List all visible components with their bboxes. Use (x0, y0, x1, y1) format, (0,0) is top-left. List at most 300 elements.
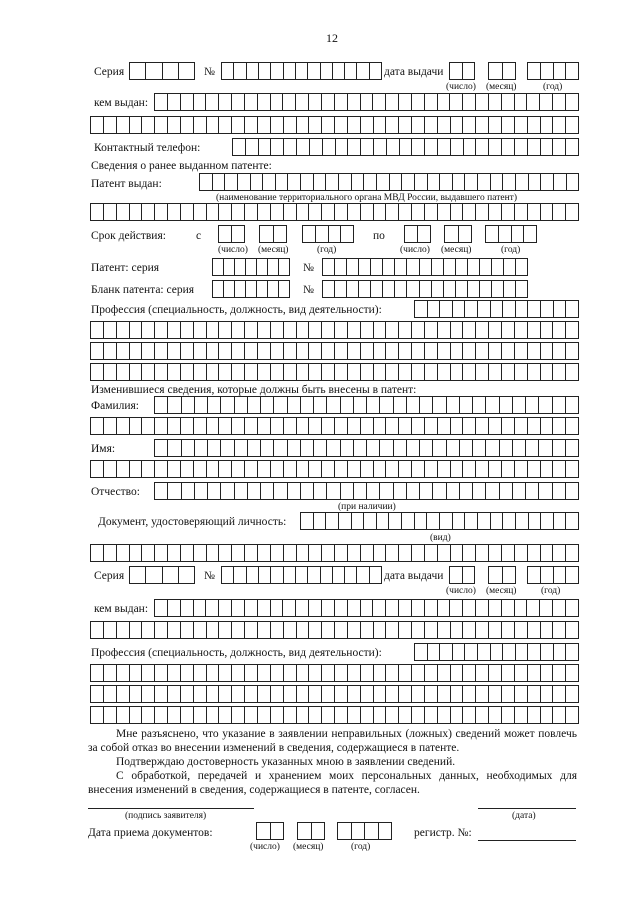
cell[interactable] (541, 117, 554, 133)
cell[interactable] (553, 686, 566, 702)
cell[interactable] (433, 440, 446, 456)
cell[interactable] (301, 174, 314, 190)
cell[interactable] (476, 686, 489, 702)
cell[interactable] (259, 63, 271, 79)
cell[interactable] (213, 259, 224, 275)
cell[interactable] (412, 545, 425, 561)
cell[interactable] (361, 545, 374, 561)
cell[interactable] (348, 139, 361, 155)
cell[interactable] (502, 322, 515, 338)
cell[interactable] (219, 665, 232, 681)
cell[interactable] (163, 63, 179, 79)
receipt-day-boxes[interactable] (256, 822, 284, 840)
cell[interactable] (541, 622, 554, 638)
issue-year-boxes[interactable] (527, 62, 579, 80)
cell[interactable] (335, 204, 348, 220)
cell[interactable] (425, 204, 438, 220)
cell[interactable] (394, 397, 407, 413)
cell[interactable] (130, 117, 143, 133)
cell[interactable] (245, 94, 258, 110)
cell[interactable] (566, 139, 579, 155)
cell[interactable] (207, 204, 220, 220)
cell[interactable] (566, 301, 579, 317)
cell[interactable] (232, 343, 245, 359)
cell[interactable] (258, 545, 271, 561)
cell[interactable] (181, 600, 194, 616)
cell[interactable] (155, 545, 168, 561)
cell[interactable] (515, 94, 528, 110)
cell[interactable] (451, 343, 464, 359)
cell[interactable] (503, 513, 516, 529)
cell[interactable] (553, 139, 566, 155)
cell[interactable] (395, 281, 407, 297)
cell[interactable] (258, 322, 271, 338)
cell[interactable] (440, 301, 453, 317)
cell[interactable] (322, 665, 335, 681)
cell[interactable] (195, 440, 208, 456)
cell[interactable] (425, 686, 438, 702)
cell[interactable] (438, 117, 451, 133)
cell[interactable] (553, 545, 566, 561)
cell[interactable] (232, 322, 245, 338)
cell[interactable] (553, 397, 566, 413)
cell[interactable] (284, 117, 297, 133)
cell[interactable] (412, 665, 425, 681)
cell[interactable] (374, 139, 387, 155)
cell[interactable] (566, 483, 579, 499)
surname-boxes[interactable] (154, 396, 579, 414)
cell[interactable] (361, 94, 374, 110)
cell[interactable] (91, 322, 104, 338)
cell[interactable] (155, 397, 168, 413)
cell[interactable] (271, 322, 284, 338)
blank-number-boxes[interactable] (322, 280, 528, 298)
cell[interactable] (181, 622, 194, 638)
cell[interactable] (309, 665, 322, 681)
cell[interactable] (553, 622, 566, 638)
cell[interactable] (179, 63, 195, 79)
name-boxes-2[interactable] (90, 460, 579, 478)
cell[interactable] (386, 622, 399, 638)
cell[interactable] (541, 301, 554, 317)
cell[interactable] (142, 707, 155, 723)
cell[interactable] (297, 707, 310, 723)
cell[interactable] (142, 461, 155, 477)
cell[interactable] (541, 461, 554, 477)
cell[interactable] (486, 483, 499, 499)
cell[interactable] (181, 204, 194, 220)
cell[interactable] (504, 259, 516, 275)
cell[interactable] (463, 567, 476, 583)
cell[interactable] (261, 397, 274, 413)
cell[interactable] (181, 418, 194, 434)
cell[interactable] (245, 600, 258, 616)
cell[interactable] (541, 364, 554, 380)
profession-boxes-3[interactable] (90, 342, 579, 360)
cell[interactable] (181, 461, 194, 477)
cell[interactable] (219, 117, 232, 133)
cell[interactable] (499, 226, 512, 242)
cell[interactable] (489, 461, 502, 477)
cell[interactable] (258, 686, 271, 702)
cell[interactable] (219, 600, 232, 616)
cell[interactable] (296, 567, 308, 583)
cell[interactable] (207, 343, 220, 359)
cell[interactable] (142, 418, 155, 434)
cell[interactable] (425, 600, 438, 616)
cell[interactable] (208, 397, 221, 413)
cell[interactable] (232, 545, 245, 561)
cell[interactable] (541, 567, 554, 583)
cell[interactable] (274, 226, 288, 242)
cell[interactable] (420, 397, 433, 413)
cell[interactable] (168, 461, 181, 477)
cell[interactable] (271, 139, 284, 155)
cell[interactable] (181, 322, 194, 338)
cell[interactable] (502, 461, 515, 477)
cell[interactable] (297, 418, 310, 434)
cell[interactable] (566, 322, 579, 338)
cell[interactable] (476, 343, 489, 359)
cell[interactable] (399, 622, 412, 638)
cell[interactable] (502, 545, 515, 561)
cell[interactable] (380, 483, 393, 499)
cell[interactable] (309, 545, 322, 561)
cell[interactable] (553, 440, 566, 456)
cell[interactable] (438, 461, 451, 477)
cell[interactable] (232, 707, 245, 723)
cell[interactable] (528, 545, 541, 561)
cell[interactable] (361, 418, 374, 434)
cell[interactable] (566, 513, 579, 529)
cell[interactable] (367, 483, 380, 499)
patronymic-boxes[interactable] (154, 482, 579, 500)
cell[interactable] (341, 440, 354, 456)
cell[interactable] (335, 322, 348, 338)
cell[interactable] (451, 204, 464, 220)
cell[interactable] (438, 322, 451, 338)
cell[interactable] (427, 513, 440, 529)
cell[interactable] (415, 301, 428, 317)
cell[interactable] (298, 823, 312, 839)
cell[interactable] (142, 665, 155, 681)
cell[interactable] (271, 686, 284, 702)
cell[interactable] (274, 483, 287, 499)
cell[interactable] (142, 545, 155, 561)
cell[interactable] (335, 545, 348, 561)
cell[interactable] (386, 665, 399, 681)
cell[interactable] (308, 567, 320, 583)
cell[interactable] (394, 483, 407, 499)
cell[interactable] (389, 513, 402, 529)
cell[interactable] (321, 567, 333, 583)
cell[interactable] (374, 322, 387, 338)
cell[interactable] (117, 322, 130, 338)
cell[interactable] (219, 622, 232, 638)
cell[interactable] (566, 204, 579, 220)
cell[interactable] (529, 174, 542, 190)
cell[interactable] (207, 461, 220, 477)
cell[interactable] (308, 63, 320, 79)
cell[interactable] (399, 545, 412, 561)
cell[interactable] (155, 665, 168, 681)
cell[interactable] (194, 686, 207, 702)
cell[interactable] (155, 600, 168, 616)
cell[interactable] (451, 117, 464, 133)
cell[interactable] (428, 644, 441, 660)
cell[interactable] (321, 63, 333, 79)
new-issue-year-boxes[interactable] (527, 566, 579, 584)
cell[interactable] (412, 622, 425, 638)
cell[interactable] (279, 281, 290, 297)
cell[interactable] (221, 483, 234, 499)
cell[interactable] (245, 343, 258, 359)
cell[interactable] (412, 94, 425, 110)
cell[interactable] (412, 204, 425, 220)
cell[interactable] (297, 364, 310, 380)
cell[interactable] (251, 174, 264, 190)
cell[interactable] (486, 440, 499, 456)
cell[interactable] (476, 364, 489, 380)
cell[interactable] (316, 226, 329, 242)
cell[interactable] (491, 644, 504, 660)
cell[interactable] (257, 259, 268, 275)
cell[interactable] (451, 622, 464, 638)
cell[interactable] (463, 545, 476, 561)
surname-boxes-2[interactable] (90, 417, 579, 435)
cell[interactable] (301, 513, 314, 529)
cell[interactable] (540, 94, 553, 110)
cell[interactable] (425, 461, 438, 477)
cell[interactable] (541, 545, 554, 561)
name-boxes[interactable] (154, 439, 579, 457)
cell[interactable] (491, 301, 504, 317)
cell[interactable] (513, 483, 526, 499)
cell[interactable] (297, 665, 310, 681)
cell[interactable] (238, 174, 251, 190)
cell[interactable] (370, 63, 382, 79)
cell[interactable] (383, 281, 395, 297)
cell[interactable] (219, 545, 232, 561)
cell[interactable] (453, 644, 466, 660)
cell[interactable] (219, 343, 232, 359)
cell[interactable] (354, 397, 367, 413)
cell[interactable] (168, 204, 181, 220)
cell[interactable] (438, 418, 451, 434)
cell[interactable] (468, 281, 480, 297)
cell[interactable] (425, 94, 438, 110)
cell[interactable] (194, 364, 207, 380)
cell[interactable] (553, 483, 566, 499)
cell[interactable] (541, 686, 554, 702)
cell[interactable] (502, 364, 515, 380)
cell[interactable] (348, 545, 361, 561)
cell[interactable] (395, 259, 407, 275)
new-issue-day-boxes[interactable] (449, 566, 475, 584)
cell[interactable] (284, 418, 297, 434)
cell[interactable] (407, 397, 420, 413)
cell[interactable] (271, 343, 284, 359)
cell[interactable] (309, 117, 322, 133)
cell[interactable] (155, 483, 168, 499)
cell[interactable] (459, 226, 473, 242)
cell[interactable] (130, 322, 143, 338)
cell[interactable] (142, 343, 155, 359)
cell[interactable] (296, 63, 308, 79)
cell[interactable] (155, 364, 168, 380)
cell[interactable] (146, 63, 162, 79)
cell[interactable] (168, 322, 181, 338)
cell[interactable] (478, 174, 491, 190)
cell[interactable] (407, 259, 419, 275)
cell[interactable] (348, 461, 361, 477)
cell[interactable] (258, 364, 271, 380)
cell[interactable] (104, 204, 117, 220)
cell[interactable] (476, 545, 489, 561)
cell[interactable] (554, 174, 567, 190)
cell[interactable] (489, 707, 502, 723)
cell[interactable] (195, 483, 208, 499)
cell[interactable] (433, 483, 446, 499)
cell[interactable] (248, 440, 261, 456)
cell[interactable] (566, 622, 579, 638)
cell[interactable] (386, 600, 399, 616)
cell[interactable] (246, 281, 257, 297)
cell[interactable] (473, 397, 486, 413)
cell[interactable] (399, 461, 412, 477)
cell[interactable] (309, 204, 322, 220)
cell[interactable] (394, 440, 407, 456)
cell[interactable] (322, 545, 335, 561)
cell[interactable] (323, 259, 335, 275)
cell[interactable] (309, 343, 322, 359)
cell[interactable] (219, 204, 232, 220)
cell[interactable] (322, 364, 335, 380)
cell[interactable] (168, 94, 181, 110)
cell[interactable] (399, 94, 412, 110)
cell[interactable] (219, 707, 232, 723)
cell[interactable] (208, 483, 221, 499)
cell[interactable] (553, 322, 566, 338)
cell[interactable] (438, 545, 451, 561)
cell[interactable] (326, 513, 339, 529)
cell[interactable] (245, 707, 258, 723)
cell[interactable] (284, 63, 296, 79)
cell[interactable] (155, 94, 168, 110)
cell[interactable] (473, 483, 486, 499)
cell[interactable] (232, 600, 245, 616)
cell[interactable] (309, 622, 322, 638)
cell[interactable] (541, 513, 554, 529)
cell[interactable] (271, 461, 284, 477)
profession-boxes[interactable] (414, 300, 579, 318)
cell[interactable] (364, 513, 377, 529)
cell[interactable] (195, 397, 208, 413)
cell[interactable] (142, 204, 155, 220)
cell[interactable] (207, 665, 220, 681)
cell[interactable] (361, 343, 374, 359)
cell[interactable] (279, 259, 290, 275)
cell[interactable] (566, 364, 579, 380)
cell[interactable] (219, 461, 232, 477)
cell[interactable] (489, 622, 502, 638)
cell[interactable] (182, 397, 195, 413)
cell[interactable] (528, 567, 541, 583)
cell[interactable] (502, 418, 515, 434)
cell[interactable] (405, 226, 418, 242)
cell[interactable] (476, 622, 489, 638)
cell[interactable] (322, 461, 335, 477)
cell[interactable] (513, 440, 526, 456)
cell[interactable] (284, 567, 296, 583)
cell[interactable] (335, 418, 348, 434)
cell[interactable] (440, 644, 453, 660)
cell[interactable] (322, 418, 335, 434)
cell[interactable] (516, 301, 529, 317)
cell[interactable] (567, 174, 580, 190)
cell[interactable] (566, 545, 579, 561)
cell[interactable] (181, 545, 194, 561)
cell[interactable] (207, 707, 220, 723)
cell[interactable] (259, 567, 271, 583)
new-profession-boxes-4[interactable] (90, 706, 579, 724)
cell[interactable] (297, 117, 310, 133)
cell[interactable] (130, 567, 146, 583)
cell[interactable] (130, 686, 143, 702)
cell[interactable] (386, 343, 399, 359)
cell[interactable] (341, 483, 354, 499)
cell[interactable] (465, 301, 478, 317)
cell[interactable] (476, 665, 489, 681)
cell[interactable] (515, 139, 528, 155)
cell[interactable] (399, 600, 412, 616)
cell[interactable] (271, 364, 284, 380)
cell[interactable] (399, 364, 412, 380)
cell[interactable] (258, 665, 271, 681)
cell[interactable] (104, 343, 117, 359)
cell[interactable] (478, 513, 491, 529)
receipt-month-boxes[interactable] (297, 822, 325, 840)
cell[interactable] (528, 665, 541, 681)
cell[interactable] (335, 281, 347, 297)
cell[interactable] (194, 665, 207, 681)
cell[interactable] (274, 397, 287, 413)
cell[interactable] (451, 545, 464, 561)
cell[interactable] (566, 397, 579, 413)
cell[interactable] (489, 94, 502, 110)
new-series-boxes[interactable] (129, 566, 195, 584)
cell[interactable] (400, 139, 413, 155)
cell[interactable] (234, 567, 246, 583)
cell[interactable] (526, 397, 539, 413)
cell[interactable] (301, 397, 314, 413)
cell[interactable] (553, 461, 566, 477)
cell[interactable] (130, 461, 143, 477)
cell[interactable] (235, 397, 248, 413)
cell[interactable] (91, 343, 104, 359)
cell[interactable] (361, 461, 374, 477)
cell[interactable] (235, 440, 248, 456)
cell[interactable] (91, 418, 104, 434)
cell[interactable] (322, 204, 335, 220)
cell[interactable] (447, 440, 460, 456)
phone-boxes[interactable] (232, 138, 579, 156)
cell[interactable] (235, 483, 248, 499)
cell[interactable] (259, 139, 272, 155)
cell[interactable] (345, 567, 357, 583)
cell[interactable] (438, 343, 451, 359)
blank-series-boxes[interactable] (212, 280, 290, 298)
